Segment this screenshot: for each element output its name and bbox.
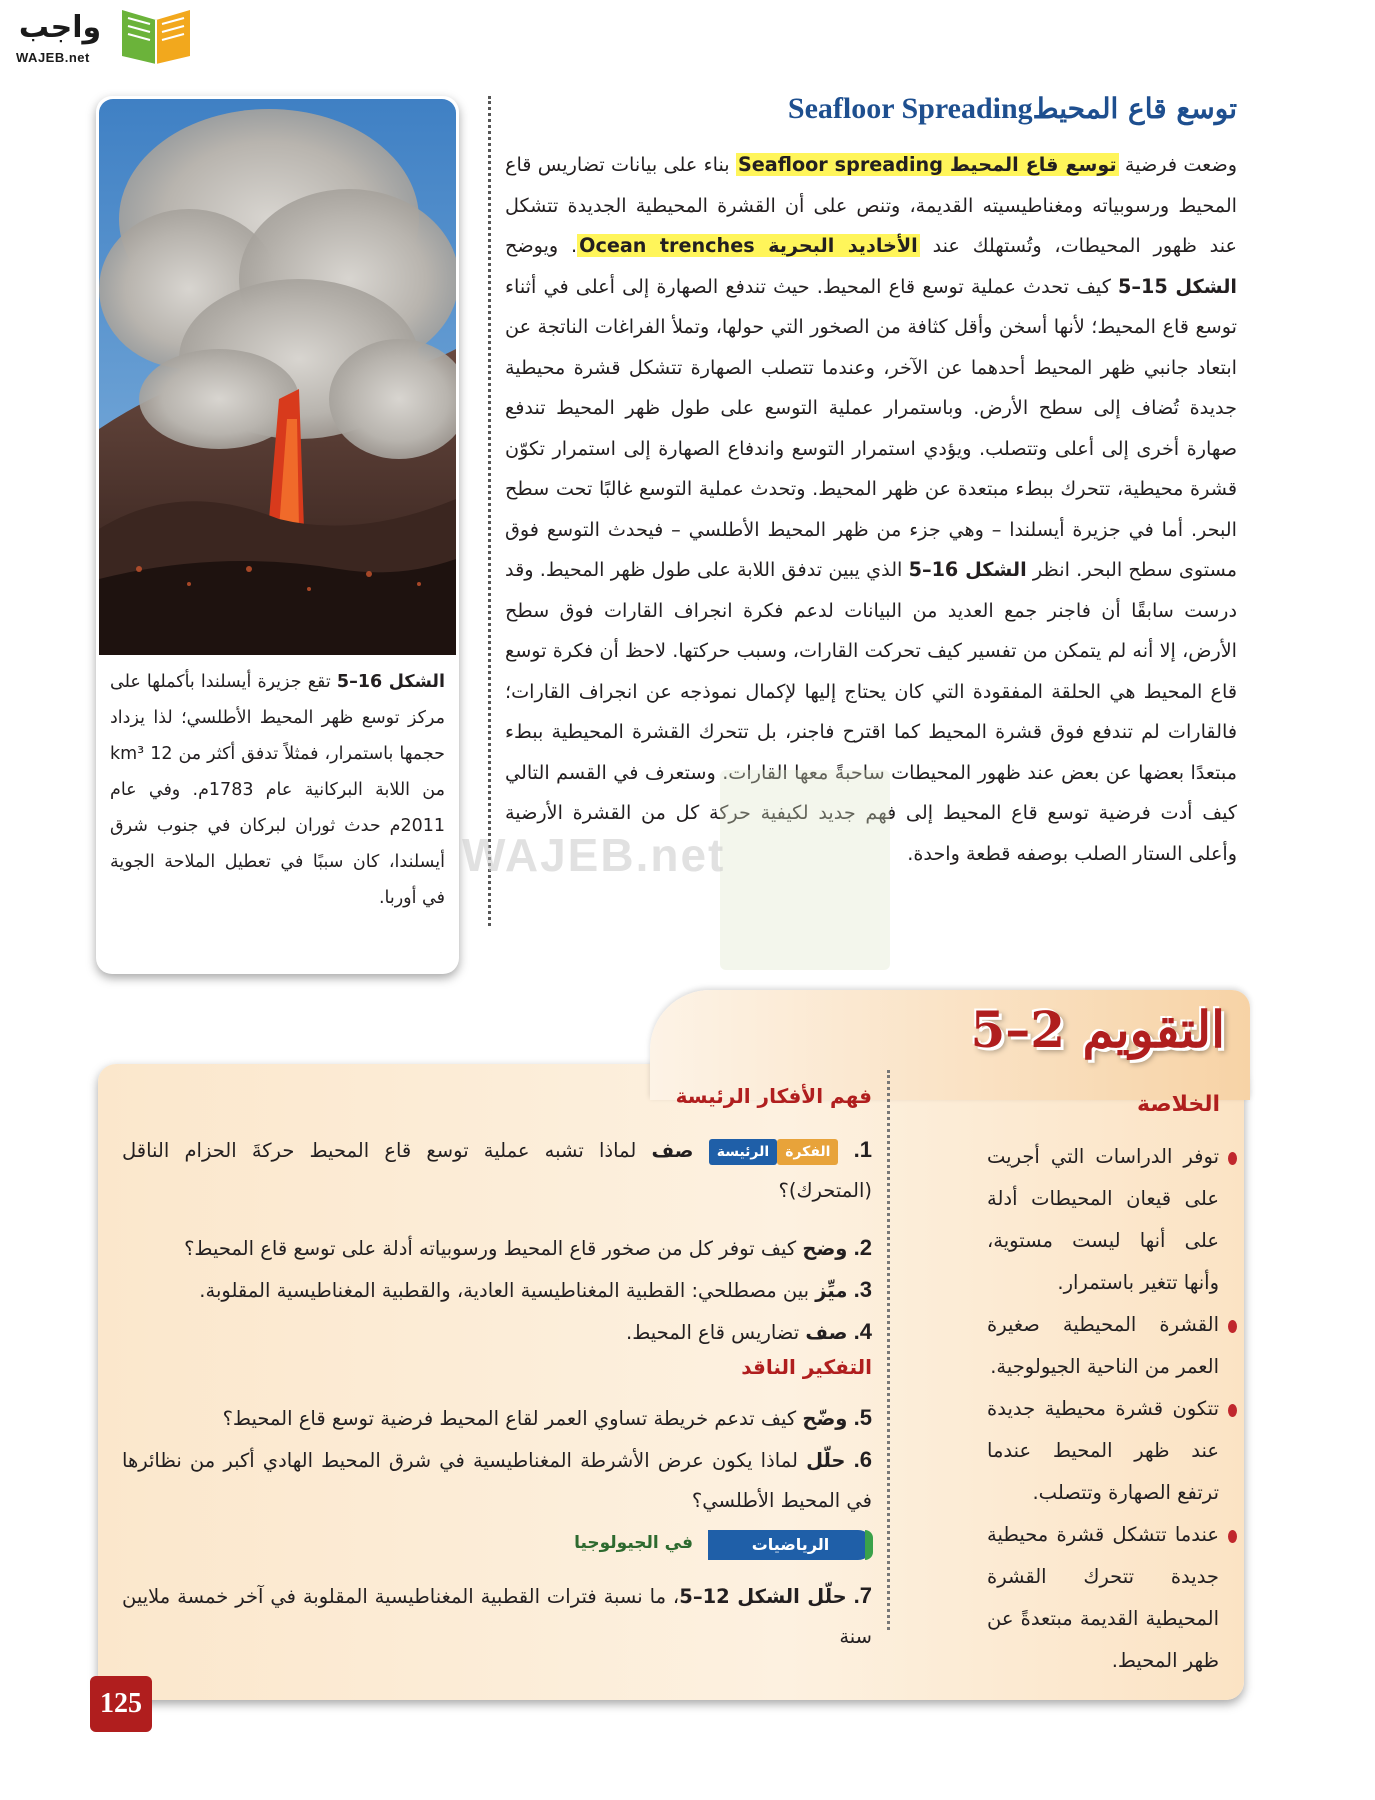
term-en: Seafloor spreading bbox=[737, 153, 943, 176]
main-ideas-heading: فهم الأفكار الرئيسة bbox=[675, 1084, 872, 1108]
question-number: 6. bbox=[853, 1447, 872, 1472]
term2-en: Ocean trenches bbox=[579, 234, 755, 257]
main-idea-pill-2: الرئيسة bbox=[709, 1139, 777, 1165]
summary-item: القشرة المحيطية صغيرة العمر من الناحية الجيولوجية. bbox=[987, 1304, 1237, 1388]
term-ar: توسع قاع المحيط bbox=[949, 153, 1117, 176]
assessment-title: التقويم 2–5 bbox=[970, 1000, 1225, 1059]
section-title-en: Seafloor Spreading bbox=[787, 92, 1033, 125]
question-text: بين مصطلحي: القطبية المغناطيسية العادية، والقطبية المغناطيسية المقلوبة. bbox=[199, 1279, 816, 1302]
question-text: لماذا تشبه عملية توسع قاع المحيط حركةَ الحزام الناقل (المتحرك)؟ bbox=[122, 1139, 872, 1202]
logo-latin-text: WAJEB.net bbox=[16, 50, 90, 65]
summary-item: تتكون قشرة محيطية جديدة عند ظهر المحيط عندما ترتفع الصهارة وتتصلب. bbox=[987, 1388, 1237, 1514]
column-divider bbox=[488, 96, 491, 926]
term-ocean-trenches bbox=[577, 234, 920, 257]
math-label: الرياضيات bbox=[708, 1530, 873, 1560]
figure-ref-12[interactable]: الشكل 12–5 bbox=[679, 1585, 808, 1608]
critical-thinking-heading: التفكير الناقد bbox=[741, 1355, 872, 1379]
watermark-shape bbox=[720, 770, 890, 970]
term2-ar: الأخاديد البحرية bbox=[768, 234, 918, 257]
body-text-5: الذي يبين تدفق اللابة على طول ظهر المحيط. وقد درست سابقًا أن فاجنر جمع العديد من البيانات لدعم فكرة انجراف القارات فوق سطح الأرض، إلا أنه لم يتمكن من تفسير كيف تحركت القارات، وسبب حركتها. لاحظ أن فكرة توسع قاع المحيط هي الحلقة المفقودة التي كان يحتاج إليها لإكمال نموذجه عن انجراف القارات؛ فالقارات لم تندفع فوق قشرة المحيط كما اقترح فاجنر، بل تتحرك القشرة المحيطية ببطء مبتعدًا بعضها عن بعض عند ظهور المحيطات ساحبةً معها القارات. وستعرف في القسم التالي كيف أدت فرضية توسع قاع المحيط إلى فهم جديد لكيفية حركة كل من القشرة الأرضية وأعلى الستار الصلب بوصفه قطعة واحدة. bbox=[505, 558, 1237, 865]
question-text: تضاريس قاع المحيط. bbox=[626, 1321, 806, 1344]
summary-list bbox=[987, 1136, 1237, 1682]
body-text-3: . ويوضح bbox=[505, 234, 578, 257]
summary-item: توفر الدراسات التي أجريت على قيعان المحيطات أدلة على أنها ليست مستوية، وأنها تتغير باستمرار. bbox=[987, 1136, 1237, 1304]
question-text: كيف توفر كل من صخور قاع المحيط ورسوبياته أدلة على توسع قاع المحيط؟ bbox=[184, 1237, 803, 1260]
figure-caption bbox=[110, 664, 445, 916]
question-verb: صف bbox=[805, 1321, 848, 1344]
question-verb: وضح bbox=[802, 1237, 848, 1260]
question-number: 4. bbox=[853, 1319, 872, 1344]
math-in-geology-banner bbox=[523, 1530, 873, 1560]
main-idea-pill: الفكرة bbox=[777, 1139, 838, 1165]
summary-item: عندما تتشكل قشرة محيطية جديدة تتحرك القشرة المحيطية القديمة مبتعدةً عن ظهر المحيط. bbox=[987, 1514, 1237, 1682]
figure-ref-16[interactable]: الشكل 16–5 bbox=[908, 558, 1027, 581]
body-text-2: بناء على بيانات تضاريس قاع المحيط ورسوبياته ومغناطيسيته القديمة، وتنص على أن القشرة المحيطية الجديدة تتشكل عند ظهور المحيطات، وتُستهلك عند bbox=[505, 153, 1237, 257]
question-number: 1. bbox=[853, 1137, 873, 1162]
geology-label: في الجيولوجيا bbox=[574, 1533, 693, 1553]
question-7 bbox=[122, 1576, 872, 1657]
question-verb: صف bbox=[651, 1139, 694, 1162]
wajeb-logo[interactable] bbox=[12, 6, 192, 68]
section-body bbox=[505, 145, 1237, 874]
section-title bbox=[772, 92, 1237, 126]
logo-arabic-text: واجب bbox=[18, 10, 102, 45]
question-2 bbox=[122, 1228, 872, 1269]
figure-ref-15[interactable]: الشكل 15–5 bbox=[1118, 274, 1237, 298]
question-verb: حلّل bbox=[806, 1449, 846, 1472]
math-accent bbox=[865, 1530, 873, 1560]
volcano-photo bbox=[99, 99, 456, 655]
question-text: كيف تدعم خريطة تساوي العمر لقاع المحيط فرضية توسع قاع المحيط؟ bbox=[222, 1407, 803, 1430]
question-number: 5. bbox=[853, 1405, 872, 1430]
body-text-1: وضعت فرضية bbox=[1118, 153, 1237, 176]
body-text-4: كيف تحدث عملية توسع قاع المحيط. حيث تندفع الصهارة إلى أعلى في أثناء توسع قاع المحيط؛ لأنها أسخن وأقل كثافة من الصخور التي حولها، وتملأ الفراغات الناتجة عن ابتعاد جانبي ظهر المحيط أحدهما عن الآخر، وعندما تتصلب الصهارة تتشكل قشرة محيطية جديدة تُضاف إلى سطح الأرض. وباستمرار عملية التوسع على طول ظهر المحيط تندفع صهارة أخرى إلى أعلى وتتصلب. ويؤدي استمرار التوسع واندفاع الصهارة إلى استمرار تكوّن قشرة محيطية، تتحرك ببطء مبتعدة عن ظهر المحيط. وتحدث عملية التوسع غالبًا تحت سطح البحر. أما في جزيرة أيسلندا – وهي جزء من ظهر المحيط الأطلسي – فيحدث التوسع فوق مستوى سطح البحر. انظر bbox=[505, 274, 1237, 581]
question-1 bbox=[122, 1130, 872, 1211]
question-5 bbox=[122, 1398, 872, 1439]
question-3 bbox=[122, 1270, 872, 1311]
term-seafloor-spreading bbox=[736, 153, 1119, 176]
question-4 bbox=[122, 1312, 872, 1353]
question-verb: وضّح bbox=[802, 1407, 848, 1430]
summary-heading: الخلاصة bbox=[1137, 1092, 1220, 1117]
question-verb: ميِّز bbox=[815, 1279, 848, 1302]
question-verb: حلّل bbox=[807, 1585, 847, 1608]
question-text: لماذا يكون عرض الأشرطة المغناطيسية في شرق المحيط الهادي أكبر من نظائرها في المحيط الأطلسي؟ bbox=[122, 1449, 872, 1512]
figure-caption-text: تقع جزيرة أيسلندا بأكملها على مركز توسع ظهر المحيط الأطلسي؛ لذا يزداد حجمها باستمرار، فمثلاً تدفق أكثر من 12 km³ من اللابة البركانية عام 1783م. وفي عام 2011م حدث ثوران لبركان في جنوب شرق أيسلندا، كان سببًا في تعطيل الملاحة الجوية في أوربا. bbox=[110, 672, 445, 908]
book-icon bbox=[116, 6, 196, 66]
question-6 bbox=[122, 1440, 872, 1521]
question-text: ، ما نسبة فترات القطبية المغناطيسية المقلوبة في آخر خمسة ملايين سنة bbox=[122, 1585, 872, 1648]
question-number: 2. bbox=[853, 1235, 872, 1260]
question-number: 7. bbox=[853, 1583, 873, 1608]
assessment-divider bbox=[887, 1070, 890, 1630]
figure-number: الشكل 16–5 bbox=[336, 672, 445, 692]
section-title-ar: توسع قاع المحيط bbox=[1032, 92, 1237, 125]
page-number: 125 bbox=[90, 1676, 152, 1732]
figure-card bbox=[96, 96, 459, 974]
question-number: 3. bbox=[853, 1277, 872, 1302]
watermark: WAJEB.net bbox=[462, 829, 726, 881]
